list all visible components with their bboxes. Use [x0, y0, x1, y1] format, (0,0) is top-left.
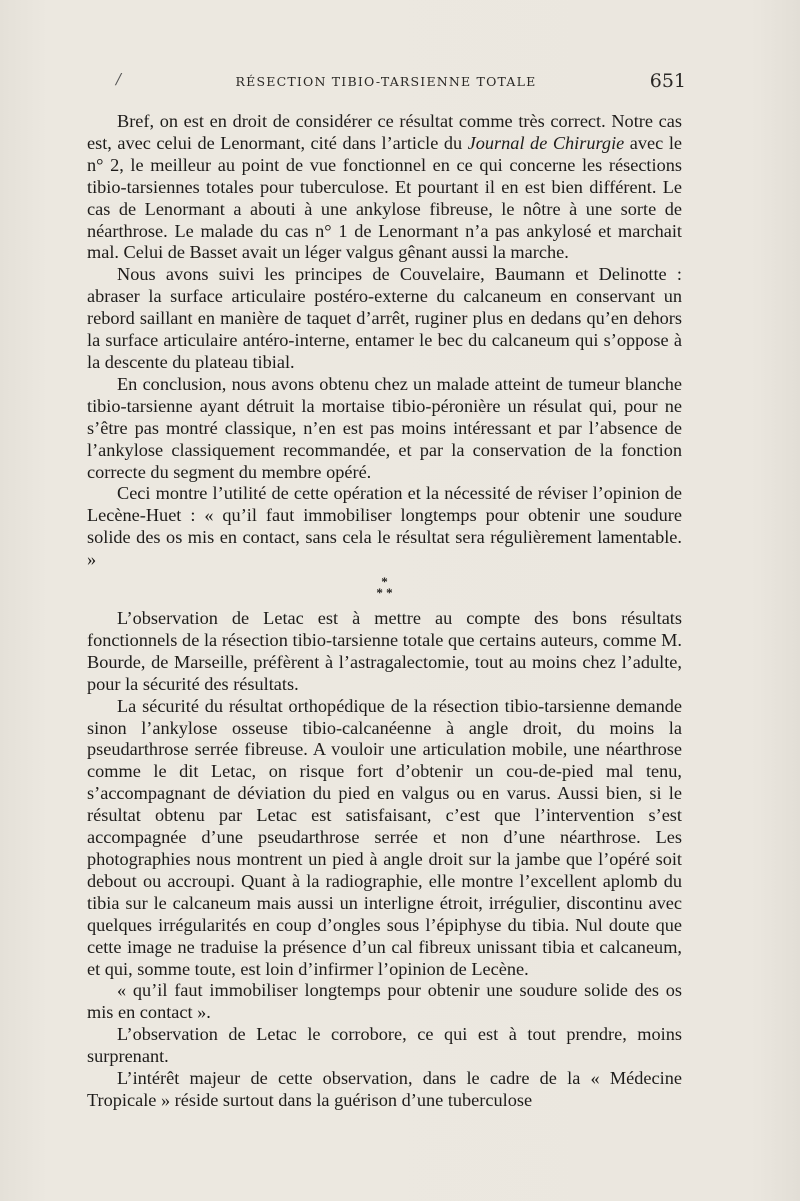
paragraph: Nous avons suivi les principes de Couvelaire, Baumann et Delinotte : abraser la surface articulaire postéro-externe du calcaneum en conservant un rebord saillant en manière de taquet d’arrêt, ruginer plus en dedans qu’en dehors la surface articulaire antéro-interne, entamer le bec du calcaneum qui s’oppose à la descente du plateau tibial. [87, 264, 682, 372]
paragraph: Ceci montre l’utilité de cette opération et la nécessité de réviser l’opinion de Lecène-Huet : « qu’il faut immobiliser longtemps pour obtenir une soudure solide des os mis en contact, sans cela le résultat sera régulièrement lamentable. » [87, 483, 682, 570]
body-text [87, 111, 682, 1112]
page-number: 651 [649, 70, 686, 92]
paragraph-text: Bref, on est en droit de considérer ce résultat comme très correct. Notre cas est, avec celui de Lenormant, cité dans l’article du [87, 111, 682, 153]
section-separator [87, 574, 682, 601]
asterism-bottom: * * [376, 585, 393, 601]
margin-mark: / [116, 70, 122, 88]
asterism-top: * [381, 574, 388, 590]
journal-title: Journal de Chirurgie [467, 132, 625, 153]
paragraph-text: avec le n° 2, le meilleur au point de vue fonctionnel en ce qui concerne les résections tibio-tarsiennes totales pour tuberculose. Et pourtant il en est bien différent. Le cas de Lenormant a abouti à une ankylose fibreuse, le nôtre à une sorte de néarthrose. Le malade du cas n° 1 de Lenormant n’a pas ankylosé et marchait mal. Celui de Basset avait un léger valgus gênant aussi la marche. [87, 132, 683, 263]
paragraph [87, 111, 682, 264]
paragraph: L’intérêt majeur de cette observation, dans le cadre de la « Médecine Tropicale » réside surtout dans la guérison d’une tuberculose [87, 1068, 682, 1110]
paragraph: En conclusion, nous avons obtenu chez un malade atteint de tumeur blanche tibio-tarsienne ayant détruit la mortaise tibio-péronière un résulat qui, pour ne s’être pas montré classique, n’en est pas moins intéressant et par l’absence de l’ankylose classiquement recommandée, et par la conservation de la fonction correcte du segment du membre opéré. [87, 373, 682, 482]
paragraph: L’observation de Letac le corrobore, ce qui est à tout prendre, moins surprenant. [87, 1024, 682, 1067]
paragraph: L’observation de Letac est à mettre au compte des bons résultats fonctionnels de la résection tibio-tarsienne totale que certains auteurs, comme M. Bourde, de Marseille, préfèrent à l’astragalectomie, tout au moins chez l’adulte, pour la sécurité des résultats. [87, 608, 682, 694]
running-title: RÉSECTION TIBIO-TARSIENNE TOTALE [235, 74, 537, 89]
quotation: « qu’il faut immobiliser longtemps pour obtenir une soudure solide des os mis en contact ». [87, 980, 682, 1023]
paragraph: La sécurité du résultat orthopédique de la résection tibio-tarsienne demande sinon l’ankylose osseuse tibio-calcanéenne à angle droit, du moins la pseudarthrose serrée fibreuse. A vouloir une articulation mobile, une néarthrose comme le dit Letac, on risque fort d’obtenir un cou-de-pied mal tenu, s’accompagnant de déviation du pied en valgus ou en varus. Aussi bien, si le résultat obtenu par Letac est satisfaisant, c’est que l’intervention s’est accompagnée d’une pseudarthrose serrée et non d’une néarthrose. Les photographies nous montrent un pied à angle droit sur la jambe que l’opéré soit debout ou accroupi. Quant à la radiographie, elle montre l’excellent aplomb du tibia sur le calcaneum mais aussi un interligne étroit, irrégulier, discontinu avec quelques irrégularités en coup d’ongles sous l’épiphyse du tibia. Nul doute que cette image ne traduise la présence d’un cal fibreux unissant tibia et calcaneum, et qui, somme toute, est loin d’infirmer l’opinion de Lecène. [87, 695, 682, 979]
page-header [86, 70, 686, 94]
